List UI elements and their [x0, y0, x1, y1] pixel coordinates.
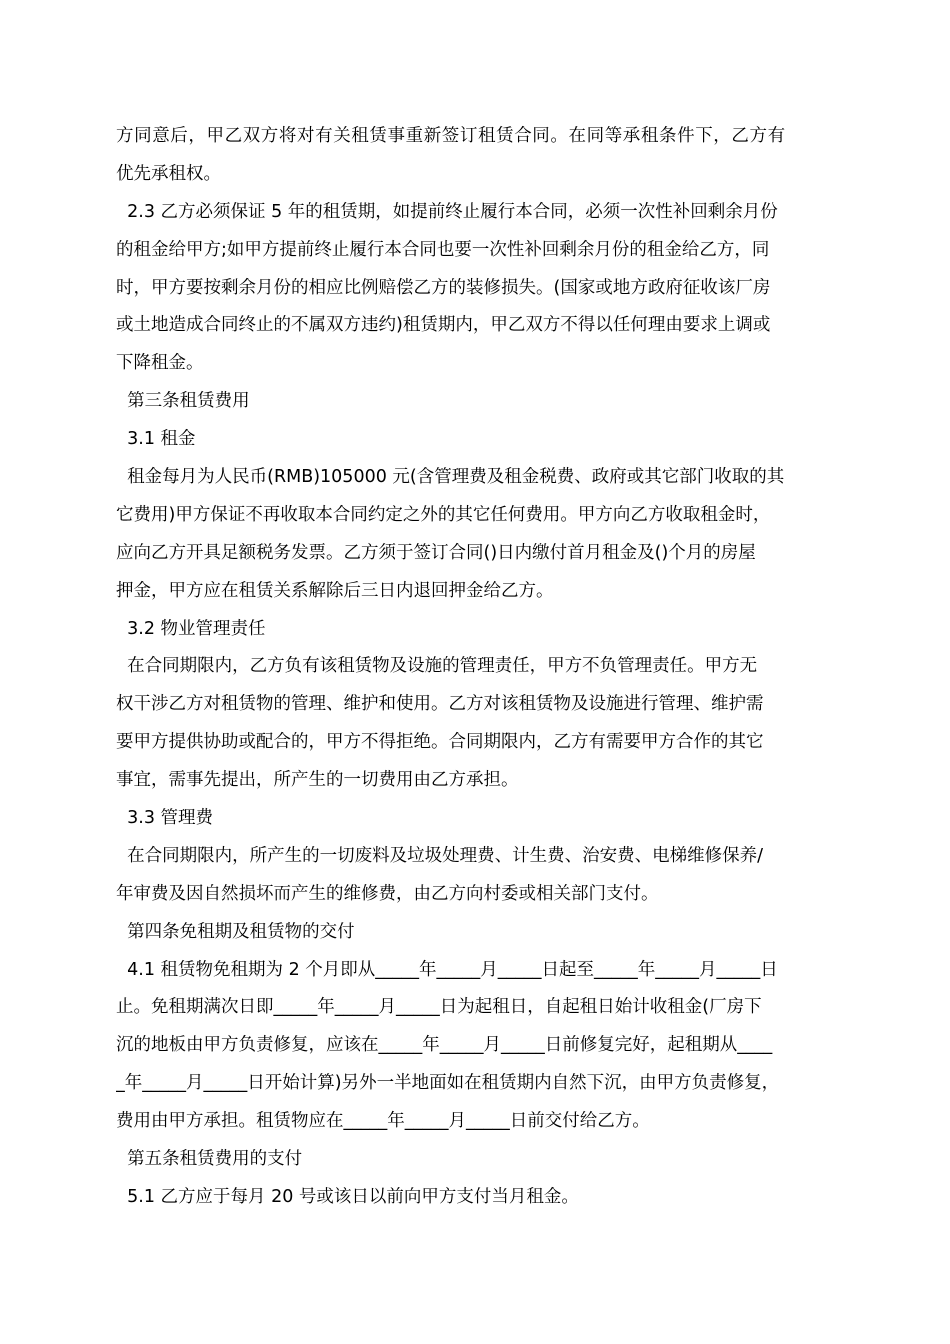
text-line: 押金，甲方应在租赁关系解除后三日内退回押金给乙方。	[116, 580, 554, 601]
text-line: 或土地造成合同终止的不属双方违约)租赁期内，甲乙双方不得以任何理由要求上调或	[116, 315, 771, 336]
text-line: 应向乙方开具足额税务发票。乙方须于签订合同()日内缴付首月租金及()个月的房屋	[116, 542, 756, 563]
section-heading: 第五条租赁费用的支付	[116, 1149, 303, 1170]
subsection-heading: 3.2 物业管理责任	[116, 618, 266, 639]
text-line: 租金每月为人民币(RMB)105000 元(含管理费及租金税费、政府或其它部门收取的其	[116, 467, 785, 488]
text-line: 的租金给甲方;如甲方提前终止履行本合同也要一次性补回剩余月份的租金给乙方，同	[116, 239, 770, 260]
text-line: 下降租金。	[116, 353, 204, 374]
text-line: 优先承租权。	[116, 163, 221, 184]
text-line: 费用由甲方承担。租赁物应在_____年_____月_____日前交付给乙方。	[116, 1111, 650, 1132]
text-line: _年_____月_____日开始计算)另外一半地面如在租赁期内自然下沉，由甲方负责修复，	[116, 1073, 780, 1094]
text-line: 它费用)甲方保证不再收取本合同约定之外的其它任何费用。甲方向乙方收取租金时，	[116, 504, 771, 525]
text-line: 4.1 租赁物免租期为 2 个月即从_____年_____月_____日起至_____年_____月_____日	[116, 959, 778, 980]
text-line: 年审费及因自然损坏而产生的维修费，由乙方向村委或相关部门支付。	[116, 883, 659, 904]
section-heading: 第四条免租期及租赁物的交付	[116, 921, 355, 942]
text-line: 时，甲方要按剩余月份的相应比例赔偿乙方的装修损失。(国家或地方政府征收该厂房	[116, 277, 771, 298]
text-line: 方同意后，甲乙双方将对有关租赁事重新签订租赁合同。在同等承租条件下，乙方有	[116, 126, 786, 146]
document-body	[116, 118, 836, 1217]
text-line: 要甲方提供协助或配合的，甲方不得拒绝。合同期限内，乙方有需要甲方合作的其它	[116, 732, 764, 753]
text-line: 止。免租期满次日即_____年_____月_____日为起租日，自起租日始计收租金(厂房下	[116, 997, 762, 1018]
text-line: 事宜，需事先提出，所产生的一切费用由乙方承担。	[116, 770, 519, 791]
text-line: 2.3 乙方必须保证 5 年的租赁期，如提前终止履行本合同，必须一次性补回剩余月份	[116, 201, 778, 222]
text-line: 在合同期限内，所产生的一切废料及垃圾处理费、计生费、治安费、电梯维修保养/	[116, 845, 764, 866]
text-line: 权干涉乙方对租赁物的管理、维护和使用。乙方对该租赁物及设施进行管理、维护需	[116, 694, 764, 715]
text-line: 在合同期限内，乙方负有该租赁物及设施的管理责任，甲方不负管理责任。甲方无	[116, 656, 758, 677]
section-heading: 第三条租赁费用	[116, 391, 250, 412]
subsection-heading: 3.3 管理费	[116, 808, 214, 829]
text-line: 5.1 乙方应于每月 20 号或该日以前向甲方支付当月租金。	[116, 1186, 579, 1207]
text-line: 沉的地板由甲方负责修复，应该在_____年_____月_____日前修复完好，起租期从____	[116, 1035, 773, 1056]
subsection-heading: 3.1 租金	[116, 429, 196, 450]
